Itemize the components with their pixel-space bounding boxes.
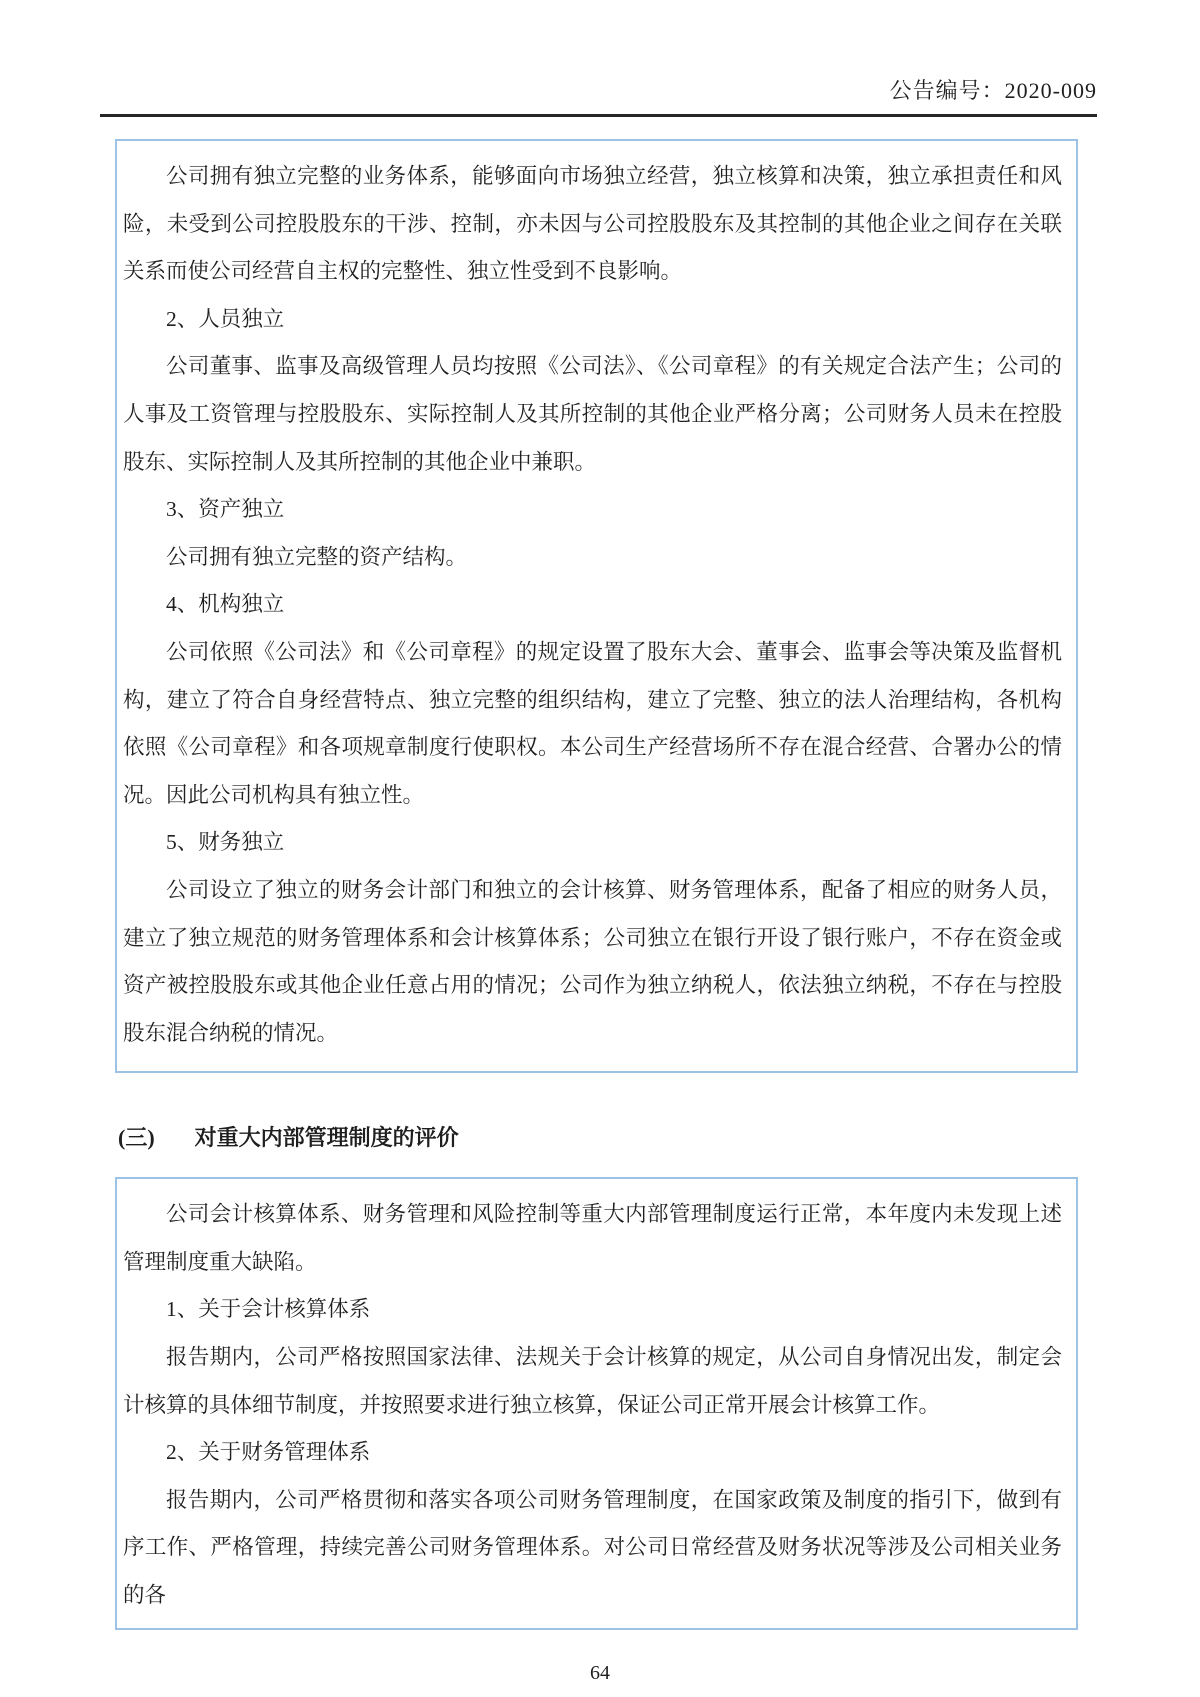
internal-management-evaluation-box xyxy=(115,1177,1078,1629)
subheading-finance-independence: 5、财务独立 xyxy=(166,830,285,855)
subheading-asset-independence: 3、资产独立 xyxy=(166,497,285,522)
subheading-financial-management-system: 2、关于财务管理体系 xyxy=(166,1440,371,1465)
paragraph-business-independence: 公司拥有独立完整的业务体系，能够面向市场独立经营，独立核算和决策，独立承担责任和风险，未受到公司控股股东的干涉、控制，亦未因与公司控股股东及其控制的其他企业之间存在关联关系而使公司经营自主权的完整性、独立性受到不良影响。 xyxy=(123,164,1062,284)
document-page xyxy=(0,78,1200,1697)
announcement-number-header xyxy=(100,78,1097,117)
paragraph-management-systems-normal: 公司会计核算体系、财务管理和风险控制等重大内部管理制度运行正常，本年度内未发现上述管理制度重大缺陷。 xyxy=(123,1202,1062,1274)
subheading-accounting-system: 1、关于会计核算体系 xyxy=(166,1297,371,1322)
subheading-personnel-independence: 2、人员独立 xyxy=(166,306,285,331)
independence-section-box xyxy=(115,139,1078,1073)
section-heading xyxy=(118,1123,1078,1153)
paragraph-accounting-system: 报告期内，公司严格按照国家法律、法规关于会计核算的规定，从公司自身情况出发，制定会计核算的具体细节制度，并按照要求进行独立核算，保证公司正常开展会计核算工作。 xyxy=(123,1345,1062,1417)
paragraph-finance-independence: 公司设立了独立的财务会计部门和独立的会计核算、财务管理体系，配备了相应的财务人员，建立了独立规范的财务管理体系和会计核算体系；公司独立在银行开设了银行账户，不存在资金或资产被控股股东或其他企业任意占用的情况；公司作为独立纳税人，依法独立纳税，不存在与控股股东混合纳税的情况。 xyxy=(123,877,1062,1045)
paragraph-asset-independence: 公司拥有独立完整的资产结构。 xyxy=(166,544,468,569)
paragraph-personnel-independence: 公司董事、监事及高级管理人员均按照《公司法》、《公司章程》的有关规定合法产生；公司的人事及工资管理与控股股东、实际控制人及其所控制的其他企业严格分离；公司财务人员未在控股股东、实际控制人及其所控制的其他企业中兼职。 xyxy=(123,354,1062,474)
section-heading-title: 对重大内部管理制度的评价 xyxy=(194,1125,459,1151)
subheading-organization-independence: 4、机构独立 xyxy=(166,592,285,617)
section-heading-number: (三) xyxy=(118,1125,155,1151)
announcement-number: 公告编号：2020-009 xyxy=(889,78,1097,103)
paragraph-organization-independence: 公司依照《公司法》和《公司章程》的规定设置了股东大会、董事会、监事会等决策及监督机构，建立了符合自身经营特点、独立完整的组织结构，建立了完整、独立的法人治理结构，各机构依照《公司章程》和各项规章制度行使职权。本公司生产经营场所不存在混合经营、合署办公的情况。因此公司机构具有独立性。 xyxy=(123,639,1062,807)
paragraph-financial-management-system: 报告期内，公司严格贯彻和落实各项公司财务管理制度，在国家政策及制度的指引下，做到有序工作、严格管理，持续完善公司财务管理体系。对公司日常经营及财务状况等涉及公司相关业务的各 xyxy=(123,1487,1062,1608)
page-number: 64 xyxy=(590,1661,610,1684)
